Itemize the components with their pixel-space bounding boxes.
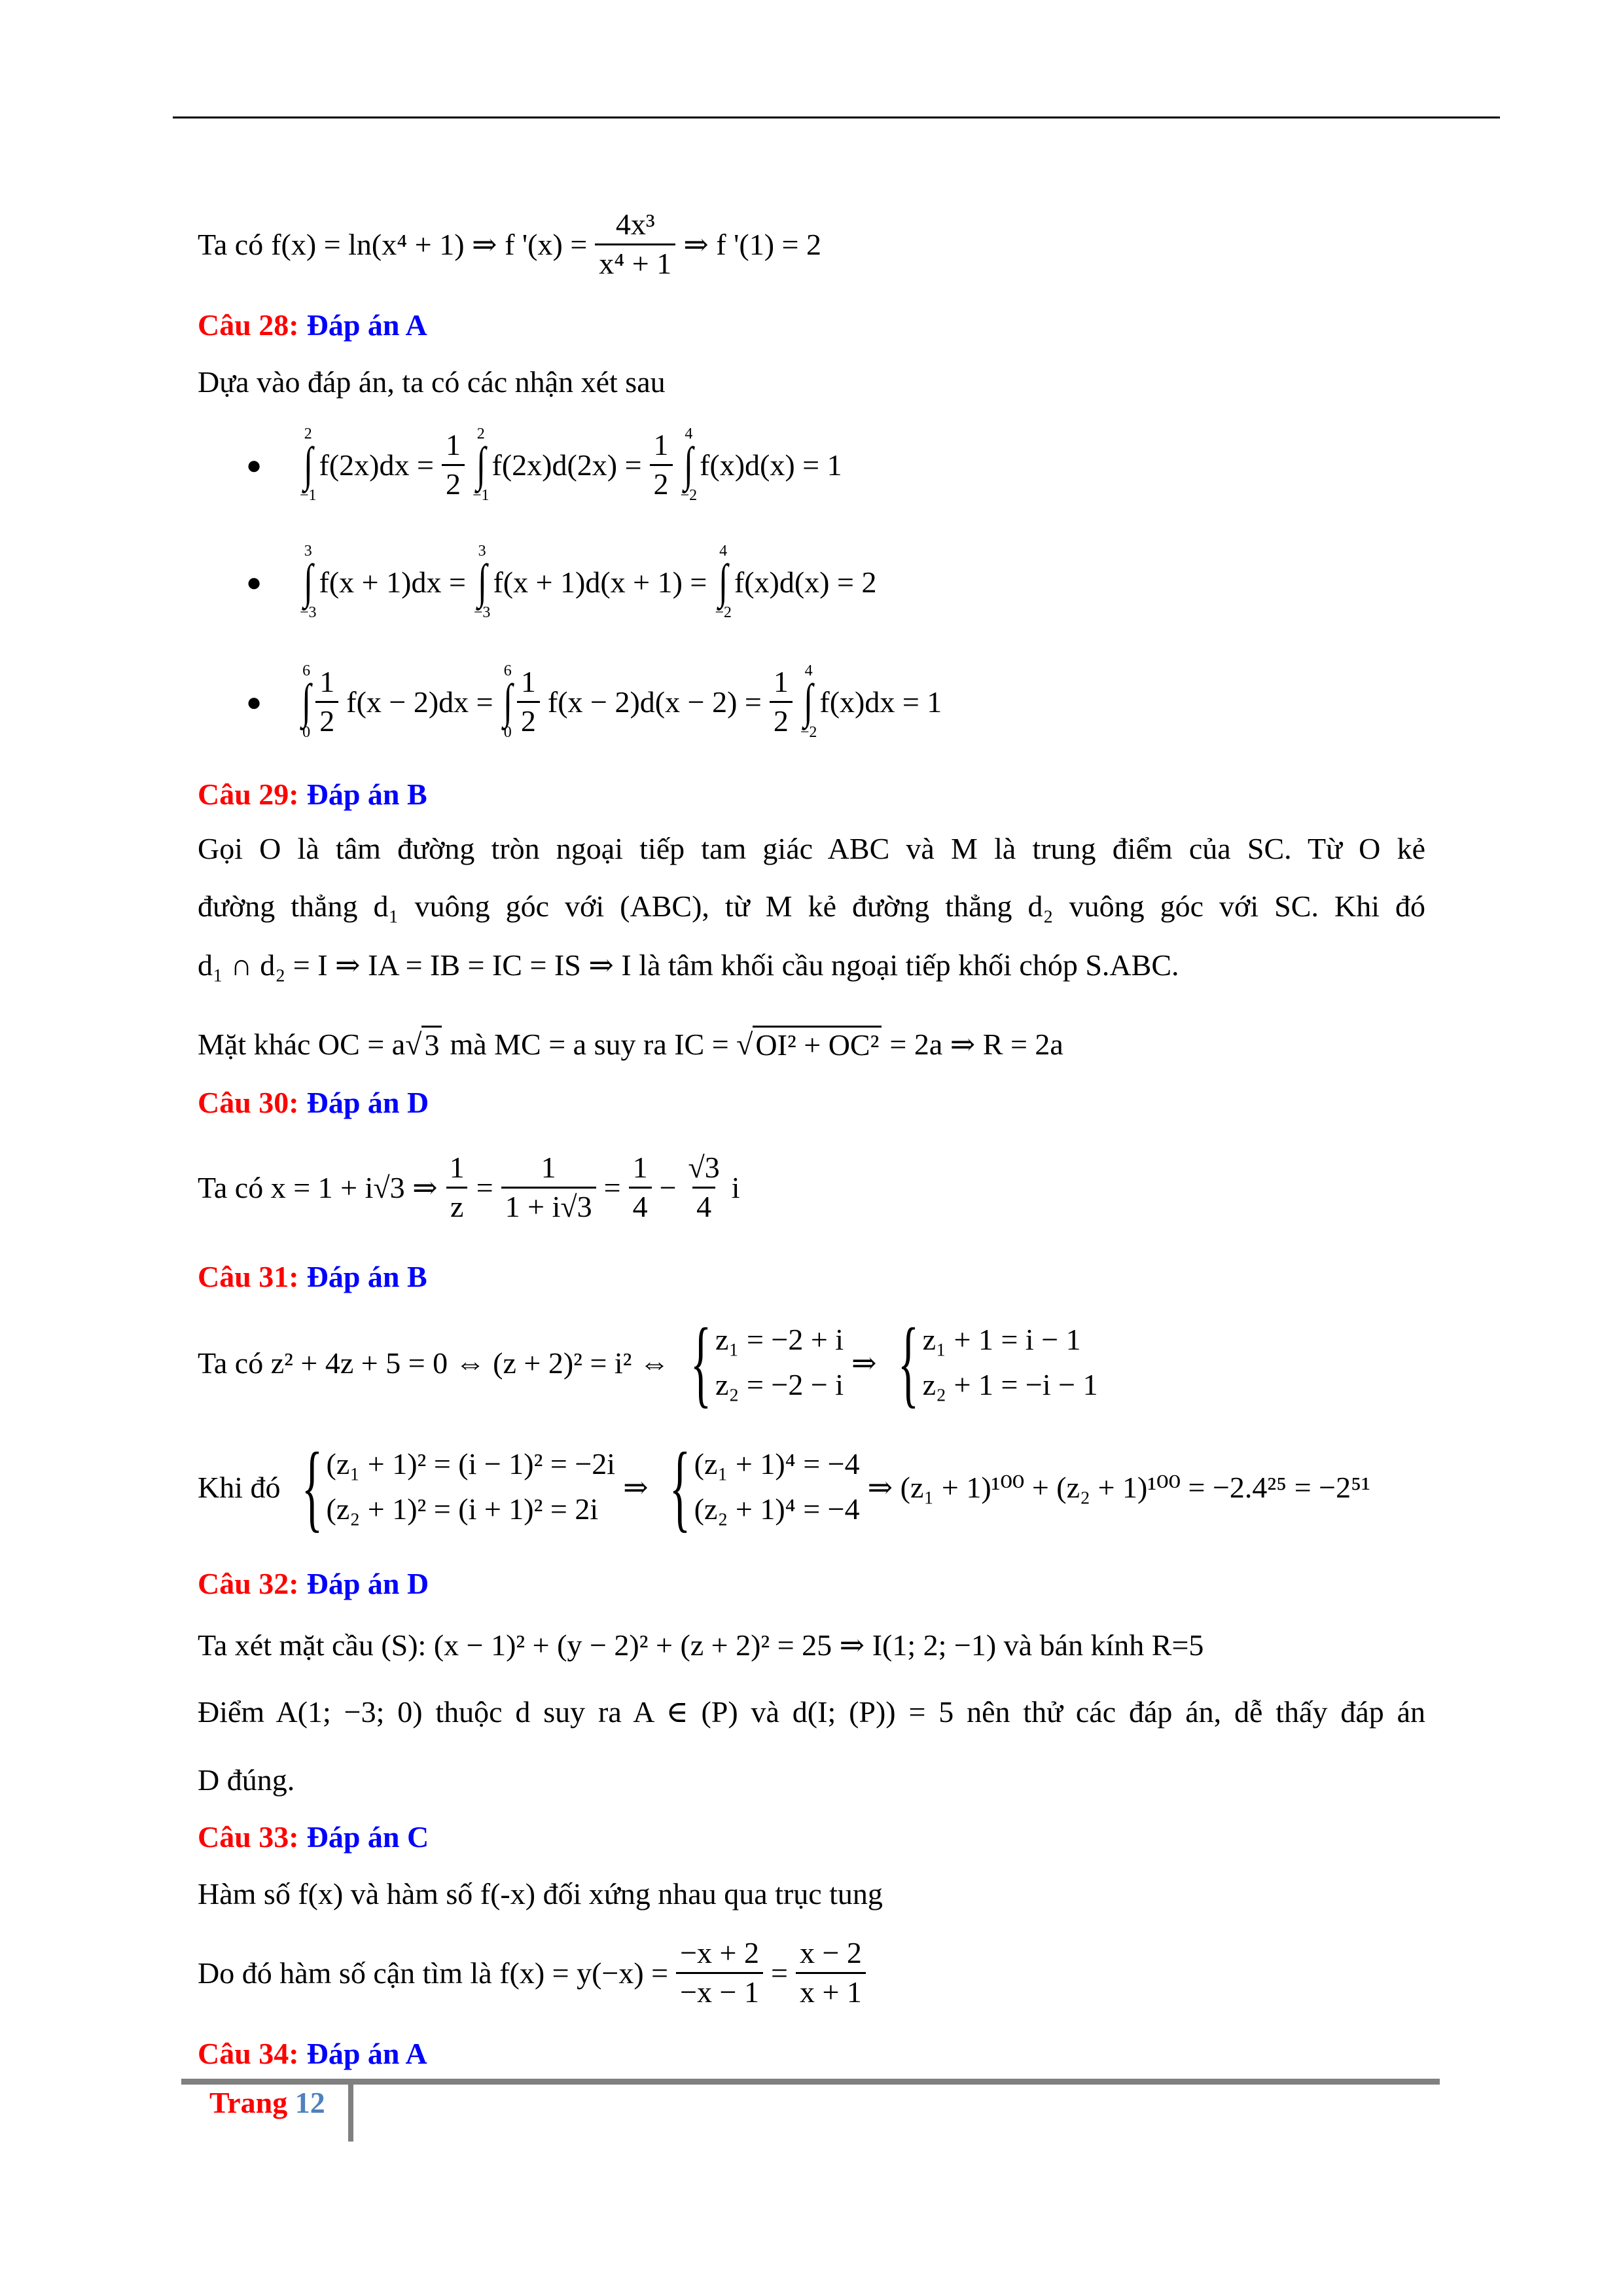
upper-limit: 4	[719, 542, 728, 560]
radicand: OI² + OC²	[753, 1026, 882, 1062]
fraction	[629, 1152, 652, 1223]
fraction	[315, 666, 338, 737]
denominator: 1 + i√3	[501, 1187, 596, 1223]
answer-label: Đáp án A	[306, 2036, 427, 2070]
math: i	[731, 1170, 740, 1204]
denominator: 2	[770, 701, 793, 737]
system-row: z₁ = −2 + i	[715, 1323, 844, 1357]
text: Ta có	[198, 227, 264, 261]
page-number-value: 12	[294, 2086, 325, 2119]
numerator: 1	[773, 665, 789, 699]
question-label: Câu 30:	[198, 1085, 299, 1119]
math: d₁ ∩ d₂ = I ⇒ IA = IB = IC = IS ⇒ I là tâm khối cầu ngoại tiếp khối chóp S.ABC.	[198, 948, 1179, 982]
question-label: Câu 34:	[198, 2036, 299, 2070]
page-number	[209, 2085, 325, 2120]
paragraph-line: đường thẳng d₁ vuông góc với (ABC), từ M kẻ đường thẳng d₂ vuông góc với SC. Khi đó	[198, 889, 1425, 923]
lower-limit: −1	[472, 487, 490, 505]
text: Hàm số f(x) và hàm số f(-x) đối xứng nhau qua trục tung	[198, 1876, 883, 1910]
denominator: 4	[629, 1187, 652, 1223]
page-label: Trang	[209, 2086, 288, 2119]
upper-limit: 6	[503, 662, 512, 679]
lower-limit: −2	[680, 487, 698, 505]
equation-system: { z₁ = −2 + i z₂ = −2 − i	[690, 1308, 844, 1417]
math: ⇒ f '(1) = 2	[683, 228, 821, 261]
math: ⇒	[851, 1346, 877, 1380]
question-label: Câu 32:	[198, 1566, 299, 1600]
math: Ta có z² + 4z + 5 = 0 ⇔ (z + 2)² = i² ⇔	[198, 1346, 669, 1380]
equation-system: { (z₁ + 1)⁴ = −4 (z₂ + 1)⁴ = −4	[669, 1433, 860, 1541]
numerator: 1	[653, 428, 669, 462]
upper-limit: 2	[476, 425, 485, 442]
fraction	[446, 1152, 469, 1223]
lower-limit: −3	[473, 604, 491, 622]
answer-label: Đáp án C	[306, 1820, 429, 1854]
system-row: z₁ + 1 = i − 1	[922, 1323, 1081, 1357]
question-label: Câu 28:	[198, 308, 299, 342]
system-row: z₂ + 1 = −i − 1	[922, 1368, 1098, 1401]
fraction	[796, 1937, 866, 2008]
denominator: z	[446, 1187, 467, 1223]
text: D đúng.	[198, 1763, 295, 1797]
denominator: 2	[315, 701, 338, 737]
fraction	[676, 1937, 763, 2008]
math: f(x − 2)dx =	[346, 685, 493, 719]
bullet-icon: ●	[246, 567, 262, 597]
lower-limit: −2	[715, 604, 732, 622]
math: =	[603, 1170, 621, 1204]
fraction	[517, 666, 540, 737]
math: f(2x)d(2x) =	[491, 448, 642, 482]
upper-limit: 3	[304, 542, 312, 560]
integral: 3 ∫ −3	[473, 542, 491, 622]
footer-rule	[181, 2079, 1440, 2085]
math: f(x)d(x) = 2	[734, 565, 877, 599]
question-label: Câu 31:	[198, 1259, 299, 1293]
math: f(2x)dx =	[319, 448, 434, 482]
denominator: 2	[650, 464, 673, 500]
equation-system: { (z₁ + 1)² = (i − 1)² = −2i (z₂ + 1)² = (i + 1)² = 2i	[301, 1433, 616, 1541]
integral: 6 ∫ 0	[302, 662, 312, 742]
fraction	[501, 1152, 596, 1223]
text: Dựa vào đáp án, ta có các nhận xét sau	[198, 365, 666, 399]
upper-limit: 4	[804, 662, 813, 679]
answer-label: Đáp án B	[306, 777, 427, 811]
answer-label: Đáp án A	[306, 308, 427, 342]
integral: 4 ∫ −2	[800, 662, 817, 742]
math: f(x − 2)d(x − 2) =	[547, 685, 762, 719]
numerator: 1	[449, 1151, 465, 1185]
math: f(x)dx = 1	[819, 685, 942, 719]
fraction	[442, 429, 465, 500]
math: ⇒ (z₁ + 1)¹⁰⁰ + (z₂ + 1)¹⁰⁰ = −2.4²⁵ = −2⁵¹	[867, 1471, 1370, 1504]
system-row: (z₁ + 1)² = (i − 1)² = −2i	[326, 1447, 616, 1481]
lower-limit: 0	[503, 724, 512, 742]
text: = 2a ⇒ R = 2a	[889, 1028, 1063, 1061]
math: f(x)d(x) = 1	[700, 448, 842, 482]
text: Khi đó	[198, 1470, 281, 1504]
system-row: (z₁ + 1)⁴ = −4	[694, 1447, 860, 1481]
fraction	[770, 666, 793, 737]
fraction	[650, 429, 673, 500]
integral: 3 ∫ −3	[300, 542, 317, 622]
text: Do đó hàm số cận tìm là f(x) = y(−x) =	[198, 1956, 669, 1990]
numerator: 4x³	[615, 207, 655, 242]
paragraph-line: Điểm A(1; −3; 0) thuộc d suy ra A ∈ (P) và d(I; (P)) = 5 nên thử các đáp án, dễ thấy đáp án	[198, 1695, 1425, 1729]
math: =	[476, 1170, 493, 1204]
radicand: 3	[421, 1026, 442, 1062]
lower-limit: −1	[300, 487, 317, 505]
denominator: x⁴ + 1	[595, 243, 675, 279]
lower-limit: 0	[302, 724, 311, 742]
system-row: z₂ = −2 − i	[715, 1368, 844, 1401]
lower-limit: −3	[300, 604, 317, 622]
question-label: Câu 33:	[198, 1820, 299, 1854]
denominator: 2	[442, 464, 465, 500]
numerator: −x + 2	[680, 1936, 759, 1970]
numerator: 1	[632, 1151, 648, 1185]
answer-label: Đáp án D	[306, 1566, 429, 1600]
numerator: 1	[319, 665, 335, 699]
text: Ta xét mặt cầu (S): (x − 1)² + (y − 2)² + (z + 2)² = 25 ⇒ I(1; 2; −1) và bán kính R=5	[198, 1628, 1204, 1662]
numerator: √3	[688, 1151, 720, 1185]
system-row: (z₂ + 1)⁴ = −4	[694, 1492, 860, 1526]
integral: 6 ∫ 0	[503, 662, 512, 742]
fraction	[685, 1152, 724, 1223]
denominator: −x − 1	[676, 1972, 763, 2008]
integral: 4 ∫ −2	[715, 542, 732, 622]
math: =	[771, 1956, 788, 1990]
math: −	[659, 1170, 677, 1204]
integral: 2 ∫ −1	[472, 425, 490, 505]
text: mà MC = a suy ra IC = √	[450, 1027, 753, 1061]
integral: 2 ∫ −1	[300, 425, 317, 505]
math: ⇒	[623, 1471, 649, 1504]
denominator: 2	[517, 701, 540, 737]
numerator: 1	[445, 428, 461, 462]
math: f(x + 1)d(x + 1) =	[493, 565, 707, 599]
lower-limit: −2	[800, 724, 817, 742]
upper-limit: 2	[304, 425, 312, 442]
equation-system: { z₁ + 1 = i − 1 z₂ + 1 = −i − 1	[897, 1308, 1098, 1417]
upper-limit: 4	[685, 425, 693, 442]
numerator: 1	[520, 665, 536, 699]
answer-label: Đáp án B	[306, 1259, 427, 1293]
fraction	[595, 209, 675, 279]
math: f(x) = ln(x⁴ + 1) ⇒ f '(x) =	[271, 228, 588, 261]
math: Ta có x = 1 + i√3 ⇒	[198, 1171, 438, 1204]
text: Mặt khác OC = a√	[198, 1027, 422, 1061]
bullet-icon: ●	[246, 687, 262, 717]
denominator: 4	[692, 1187, 715, 1223]
denominator: x + 1	[796, 1972, 866, 2008]
paragraph-line: Gọi O là tâm đường tròn ngoại tiếp tam giác ABC và M là trung điểm của SC. Từ O kẻ	[198, 832, 1425, 865]
question-label: Câu 29:	[198, 777, 299, 811]
numerator: 1	[541, 1151, 556, 1185]
answer-label: Đáp án D	[306, 1085, 429, 1119]
bullet-icon: ●	[246, 450, 262, 480]
upper-limit: 6	[302, 662, 311, 679]
footer-divider	[348, 2085, 353, 2142]
header-rule	[173, 117, 1500, 118]
upper-limit: 3	[478, 542, 486, 560]
math: f(x + 1)dx =	[319, 565, 466, 599]
system-row: (z₂ + 1)² = (i + 1)² = 2i	[326, 1492, 599, 1526]
integral: 4 ∫ −2	[680, 425, 698, 505]
numerator: x − 2	[799, 1936, 862, 1970]
